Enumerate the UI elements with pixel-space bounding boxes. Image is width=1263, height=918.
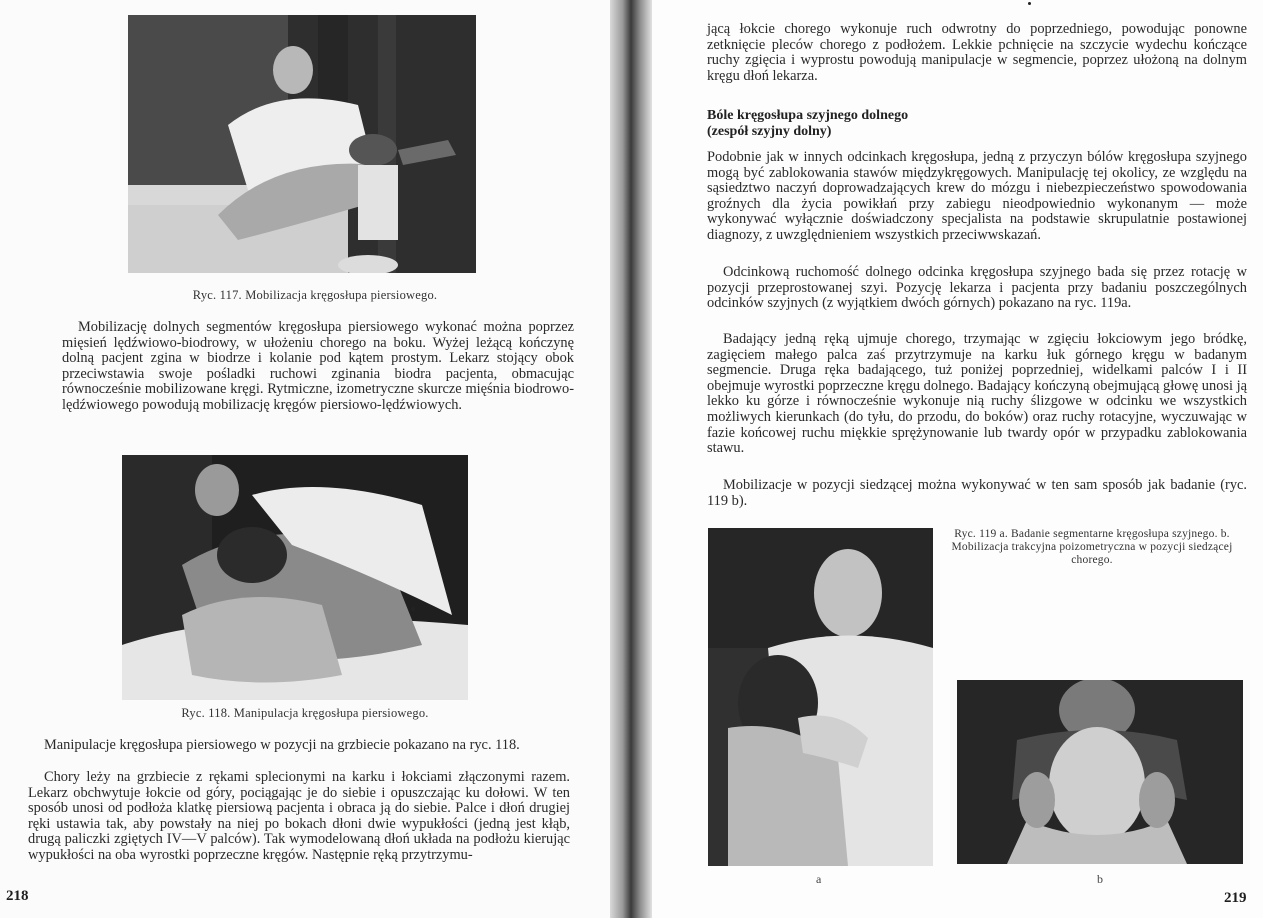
figure-118-photo — [122, 455, 468, 700]
right-page — [652, 0, 1263, 918]
section-heading — [707, 108, 1107, 139]
section-heading-line-2: (zespół szyjny dolny) — [707, 123, 832, 139]
figure-117-caption: Ryc. 117. Mobilizacja kręgosłupa piersiowego. — [192, 288, 438, 302]
figure-117-photo — [128, 15, 476, 273]
left-paragraph-3: Chory leży na grzbiecie z rękami splecionymi na karku i łokciami złączonymi razem. Lekarz obchwytuje łokcie od góry, pociągając je do siebie i opuszczając ku dołowi. W ten sposób unosi od podłoża klatkę piersiową pacjenta i obraca ją do siebie. Palce i dłoń drugiej ręki ustawia tak, aby powstały na niej po bokach dłoni dwie wypukłości (jedną jest kłąb, drugą paliczki zgiętych IV—V palców). Tak wymodelowaną dłoń układa na podłożu kierując wypukłości na oba wyrostki poprzeczne kręgów. Następnie ręką przytrzymu- — [28, 769, 570, 863]
right-paragraph-3: Odcinkową ruchomość dolnego odcinka kręgosłupa szyjnego bada się przez rotację w pozycji przeprostowanej szyi. Pozycję lekarza i pacjenta przy badaniu poszczególnych odcinków szyjnych (z wyjątkiem dwóch górnych) pokazano na ryc. 119a. — [707, 264, 1247, 312]
figure-119b-label: b — [1097, 872, 1103, 886]
right-paragraph-4: Badający jedną ręką ujmuje chorego, trzymając w zgięciu łokciowym jego bródkę, zagięciem małego palca zaś przytrzymuje na karku łuk górnego kręgu w badanym segmencie. Druga ręka badającego, tuż poniżej poprzedniej, widelkami palców I i II obejmuje wyrostki poprzeczne kręgu dolnego. Badający kończyną obejmującą głowę unosi ją lekko ku górze i równocześnie wykonuje nią ruchy ślizgowe w odcinku we wszystkich możliwych kierunkach (do tyłu, do przodu, do boków) oraz ruchy rotacyjne, wyczuwając w fazie końcowej ruchu miękkie sprężynowanie lub twardy opór w przypadku zablokowania stawu. — [707, 331, 1247, 457]
figure-119a-photo — [708, 528, 933, 866]
right-paragraph-2: Podobnie jak w innych odcinkach kręgosłupa, jedną z przyczyn bólów kręgosłupa szyjnego mogą być zablokowania stawów międzykręgowych. Manipulację tej okolicy, ze względu na sąsiedztwo naczyń doprowadzających krew do mózgu i niebezpieczeństwo spowodowania groźnych dla życia powikłań przy zabiegu nieodpowiednio wykonanym — może wykonywać wyłącznie doświadczony specjalista na podstawie skrupulatnie postawionej diagnozy, z uwzględnieniem wszystkich przeciwwskazań. — [707, 149, 1247, 243]
page-number-right: 219 — [1224, 890, 1247, 906]
figure-119a-label: a — [816, 872, 822, 886]
figure-118-caption: Ryc. 118. Manipulacja kręgosłupa piersiowego. — [181, 706, 429, 720]
right-paragraph-1: jącą łokcie chorego wykonuje ruch odwrotny do poprzedniego, powodując ponowne zetknięcie pleców chorego z podłożem. Lekkie pchnięcie na szczycie wydechu kończące ruchy zgięcia i wyprostu powodują manipulacje w segmencie, poprzez ułożoną na dolnym kręgu dłoń lekarza. — [707, 21, 1247, 84]
left-page — [0, 0, 610, 918]
print-speck — [1028, 2, 1031, 5]
print-speck — [411, 607, 415, 611]
right-paragraph-5: Mobilizacje w pozycji siedzącej można wykonywać w ten sam sposób jak badanie (ryc. 119 b). — [707, 477, 1247, 509]
book-gutter — [610, 0, 652, 918]
left-paragraph-2: Manipulacje kręgosłupa piersiowego w pozycji na grzbiecie pokazano na ryc. 118. — [44, 737, 520, 753]
section-heading-line-1: Bóle kręgosłupa szyjnego dolnego — [707, 108, 909, 123]
left-paragraph-1: Mobilizację dolnych segmentów kręgosłupa piersiowego wykonać można poprzez mięsień lędźwiowo-biodrowy, w ułożeniu chorego na boku. Wyżej leżącą kończynę dolną pacjent zgina w biodrze i kolanie pod kątem prostym. Lekarz stojący obok przeciwstawia swoje pośladki ruchowi zginania biodra pacjenta, obmacując równocześnie mobilizowane kręgi. Rytmiczne, izometryczne skurcze mięśnia biodrowo-lędźwiowego powodują mobilizację kręgów piersiowo-lędźwiowych. — [62, 319, 574, 413]
page-number-left: 218 — [6, 888, 29, 904]
figure-119b-photo — [957, 680, 1243, 864]
figure-119-caption: Ryc. 119 a. Badanie segmentarne kręgosłupa szyjnego. b. Mobilizacja trakcyjna poizometryczna w pozycji siedzącej chorego. — [951, 528, 1233, 566]
